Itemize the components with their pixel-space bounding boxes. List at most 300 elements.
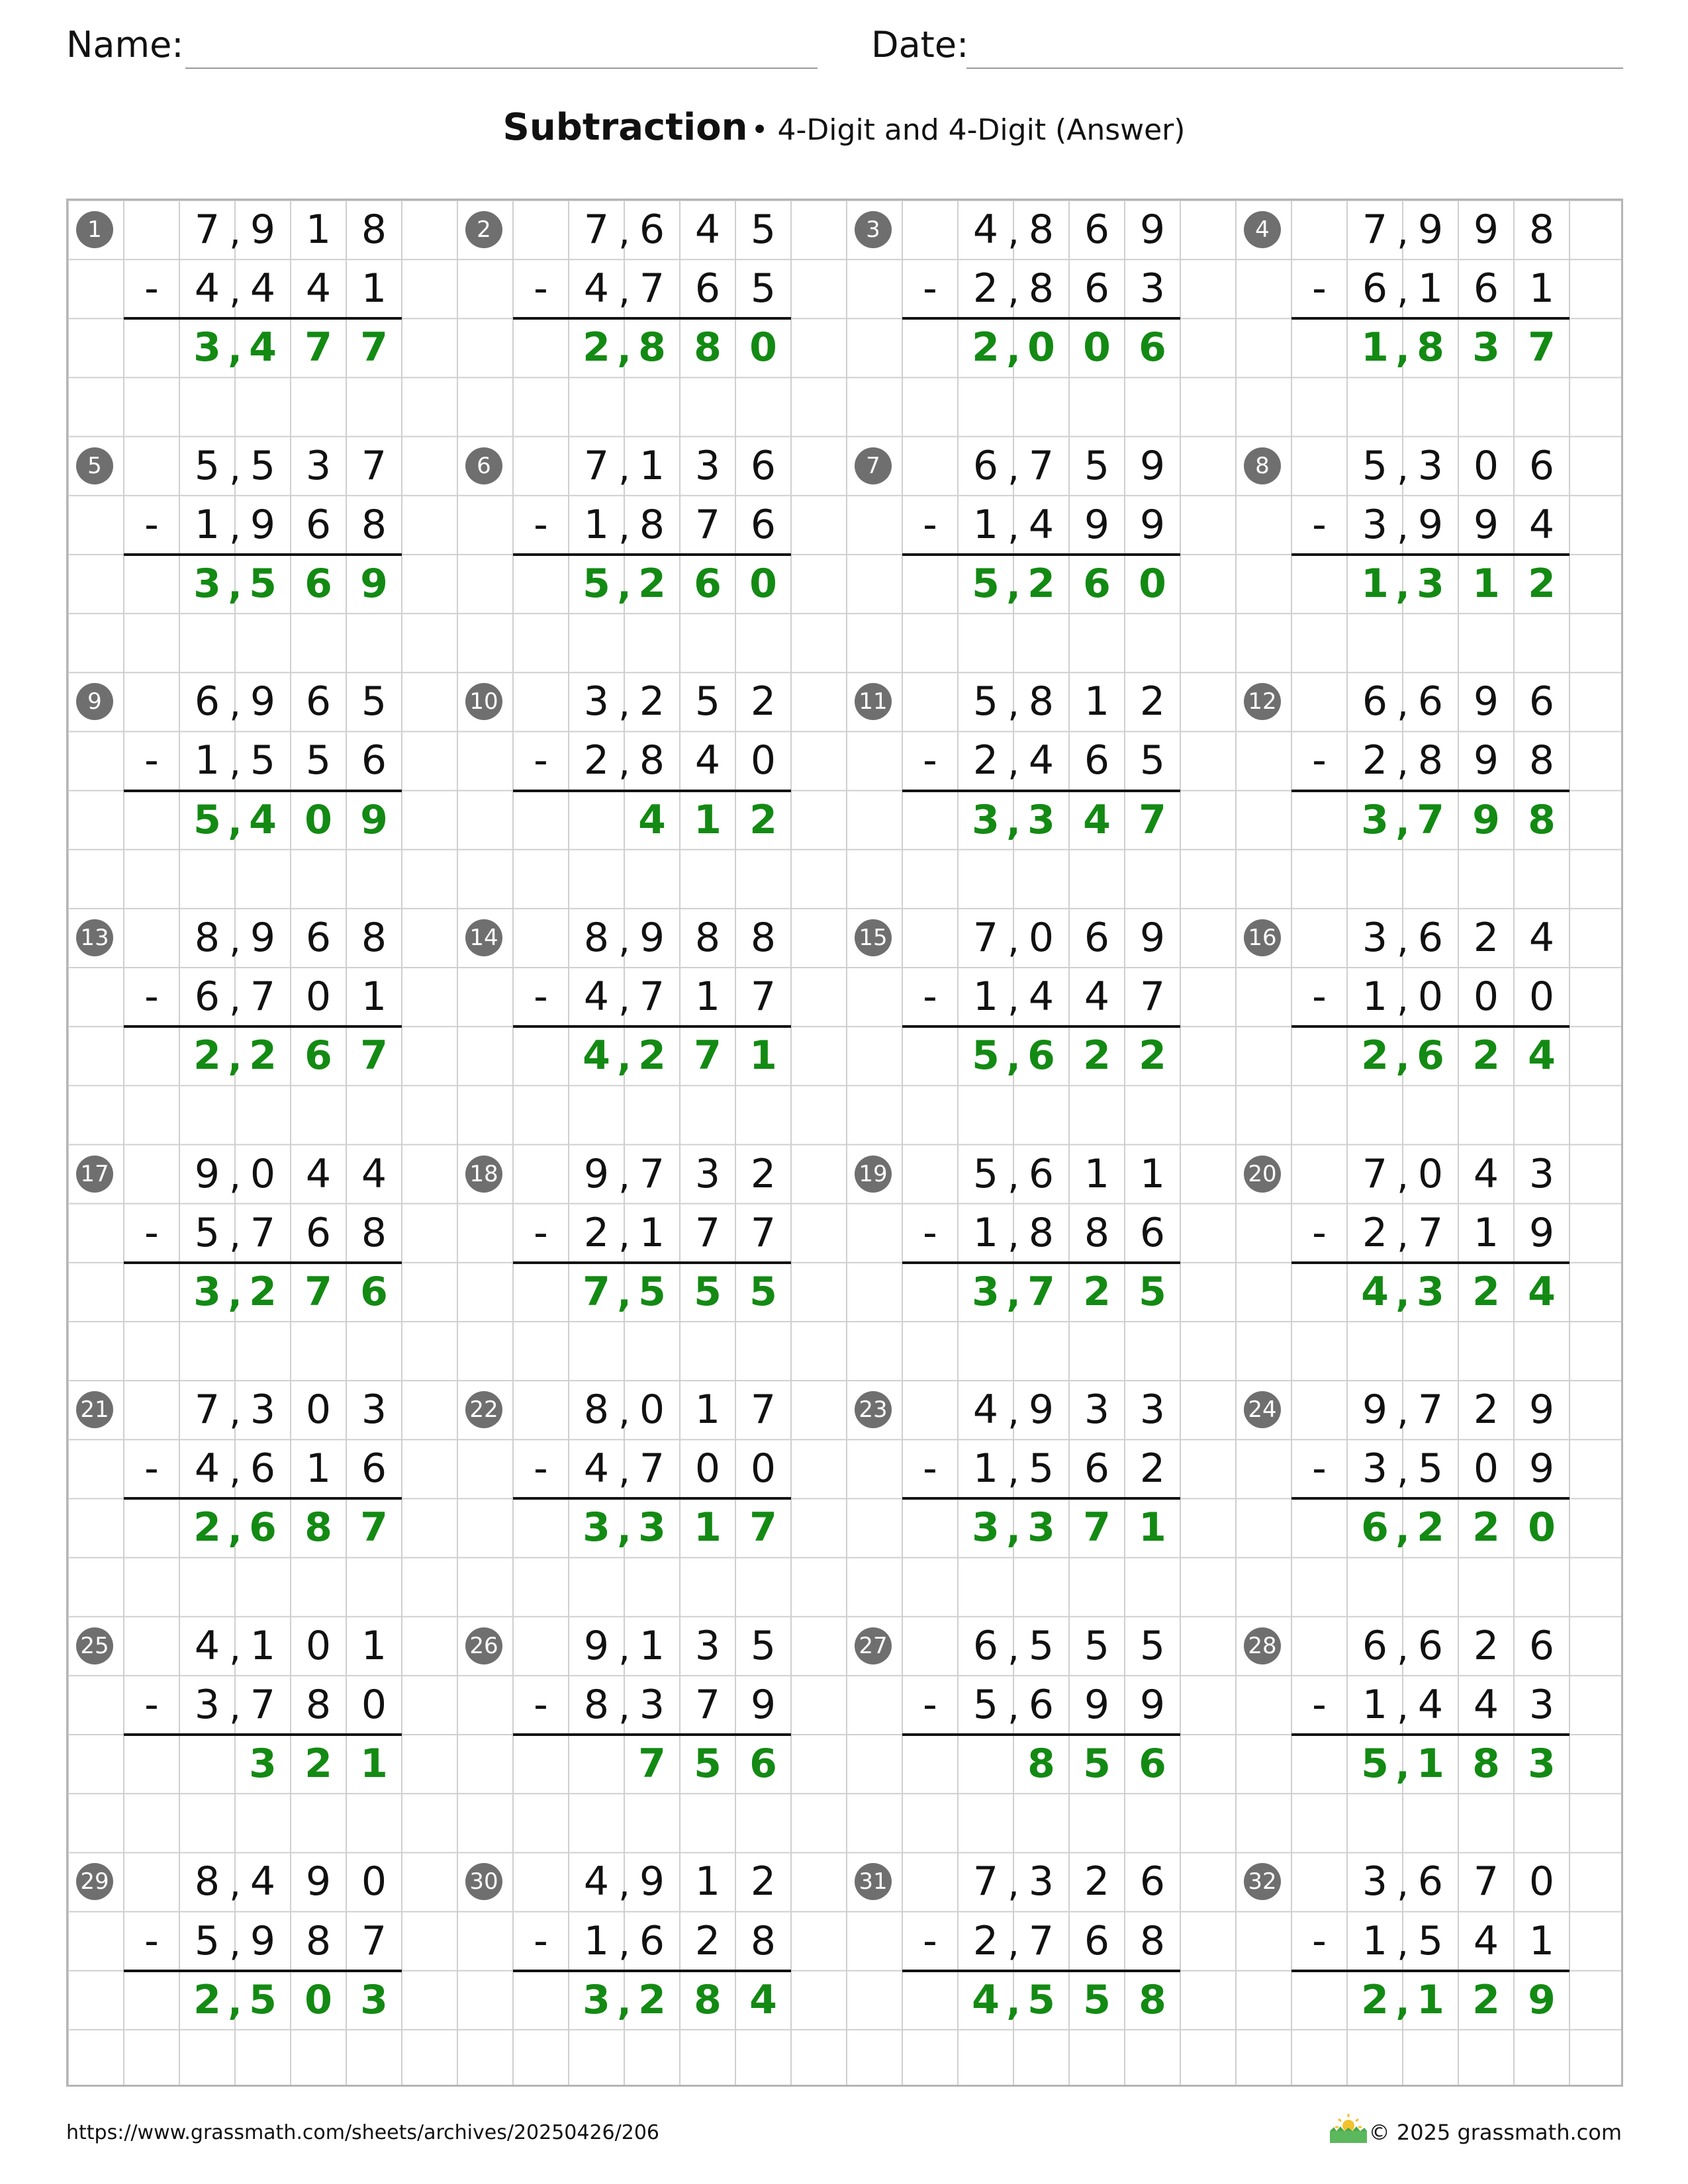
minuend-digit: 9 — [1139, 914, 1166, 961]
subtrahend-digit: 0 — [750, 1445, 776, 1492]
answer-comma: , — [1006, 1036, 1021, 1080]
problem-number-badge: 8 — [1244, 447, 1281, 484]
answer-digit: 8 — [1472, 1741, 1500, 1788]
subtrahend-digit: 8 — [1028, 265, 1055, 312]
problem-number-badge: 11 — [855, 683, 892, 720]
answer-digit: 2 — [1083, 1268, 1111, 1315]
subtrahend-comma: , — [229, 505, 241, 549]
answer-digit: 9 — [360, 560, 388, 607]
minus-sign: - — [144, 501, 159, 548]
minuend-digit: 6 — [1417, 914, 1444, 961]
answer-digit: 4 — [249, 796, 277, 843]
minuend-digit: 8 — [583, 1387, 610, 1433]
subtrahend-digit: 8 — [1084, 1209, 1110, 1256]
answer-digit: 7 — [749, 1504, 777, 1551]
answer-digit: 2 — [1361, 1976, 1389, 2023]
subtrahend-digit: 5 — [750, 265, 776, 312]
answer-digit: 8 — [1027, 1741, 1055, 1788]
answer-digit: 2 — [193, 1032, 221, 1079]
problem-number-badge: 21 — [76, 1391, 113, 1428]
minuend-digit: 4 — [972, 206, 999, 253]
minuend-digit: 9 — [1139, 206, 1166, 253]
subtrahend-digit: 8 — [305, 1917, 332, 1964]
minus-sign: - — [923, 1445, 937, 1492]
minuend-digit: 3 — [1362, 914, 1388, 961]
answer-digit: 6 — [1139, 324, 1166, 371]
minuend-digit: 5 — [1139, 1622, 1166, 1669]
minuend-digit: 6 — [1084, 206, 1110, 253]
minuend-digit: 3 — [305, 442, 332, 489]
subtrahend-comma: , — [618, 269, 630, 313]
subtrahend-digit: 5 — [194, 1209, 220, 1256]
problem-9 — [68, 672, 457, 909]
subtrahend-comma: , — [1008, 505, 1019, 549]
minuend-comma: , — [618, 1862, 630, 1906]
subtrahend-digit: 9 — [750, 1681, 776, 1728]
answer-comma: , — [1006, 800, 1021, 844]
answer-digit: 5 — [1361, 1741, 1389, 1788]
answer-digit: 4 — [249, 324, 277, 371]
title-subtitle: • 4-Digit and 4-Digit (Answer) — [751, 113, 1186, 147]
date-label: Date: — [871, 24, 969, 66]
minuend-digit: 5 — [194, 442, 220, 489]
subtrahend-digit: 0 — [1528, 974, 1555, 1021]
subtrahend-digit: 6 — [1084, 1445, 1110, 1492]
minuend-digit: 3 — [694, 442, 721, 489]
minus-sign: - — [534, 501, 548, 548]
problem-number-badge: 5 — [76, 447, 113, 484]
answer-digit: 4 — [583, 1032, 610, 1079]
answer-digit: 8 — [1528, 796, 1556, 843]
subtrahend-digit: 6 — [1084, 265, 1110, 312]
subtrahend-digit: 7 — [250, 1209, 276, 1256]
answer-comma: , — [1006, 328, 1021, 372]
minuend-digit: 6 — [639, 206, 665, 253]
subtrahend-comma: , — [1008, 1213, 1019, 1257]
minuend-digit: 9 — [305, 1858, 332, 1905]
footer-copyright: © 2025 grassmath.com — [1368, 2120, 1622, 2145]
minus-sign: - — [144, 1681, 159, 1728]
answer-digit: 5 — [694, 1268, 722, 1315]
answer-digit: 2 — [1472, 1976, 1500, 2023]
subtrahend-digit: 2 — [694, 1917, 721, 1964]
minuend-digit: 6 — [1028, 1150, 1055, 1197]
subtrahend-comma: , — [618, 505, 630, 549]
problem-number-badge: 4 — [1244, 211, 1281, 248]
minuend-digit: 3 — [583, 678, 610, 725]
minuend-comma: , — [1008, 446, 1019, 490]
minuend-digit: 9 — [1028, 1387, 1055, 1433]
answer-comma: , — [228, 1036, 242, 1080]
answer-digit: 4 — [1083, 796, 1111, 843]
minus-sign: - — [923, 1917, 937, 1964]
answer-digit: 7 — [694, 1032, 722, 1079]
minus-sign: - — [144, 737, 159, 784]
subtrahend-digit: 6 — [1084, 1917, 1110, 1964]
answer-digit: 5 — [249, 1976, 277, 2023]
answer-digit: 8 — [1139, 1976, 1166, 2023]
problem-7 — [847, 437, 1236, 673]
minuend-digit: 3 — [361, 1387, 387, 1433]
minuend-comma: , — [229, 1626, 241, 1670]
subtrahend-digit: 4 — [194, 265, 220, 312]
subtrahend-comma: , — [229, 1685, 241, 1729]
minuend-digit: 7 — [1362, 206, 1388, 253]
minuend-digit: 7 — [1473, 1858, 1499, 1905]
minuend-digit: 5 — [972, 1150, 999, 1197]
subtrahend-digit: 5 — [1028, 1445, 1055, 1492]
answer-digit: 3 — [1472, 324, 1500, 371]
subtrahend-digit: 4 — [1028, 974, 1055, 1021]
subtrahend-digit: 0 — [1473, 1445, 1499, 1492]
minuend-comma: , — [1008, 210, 1019, 253]
answer-comma: , — [617, 1036, 632, 1080]
minuend-digit: 4 — [1528, 914, 1555, 961]
subtrahend-digit: 9 — [1139, 1681, 1166, 1728]
subtrahend-digit: 8 — [1528, 737, 1555, 784]
minuend-digit: 1 — [1084, 678, 1110, 725]
subtrahend-digit: 8 — [305, 1681, 332, 1728]
answer-digit: 4 — [749, 1976, 777, 2023]
answer-digit: 3 — [193, 560, 221, 607]
answer-digit: 2 — [1361, 1032, 1389, 1079]
subtrahend-digit: 7 — [1028, 1917, 1055, 1964]
minus-sign: - — [144, 1917, 159, 1964]
problem-10 — [457, 672, 847, 909]
subtrahend-comma: , — [1008, 1921, 1019, 1965]
subtrahend-digit: 6 — [750, 501, 776, 548]
minuend-digit: 8 — [750, 914, 776, 961]
answer-digit: 3 — [583, 1976, 610, 2023]
minuend-digit: 6 — [1362, 678, 1388, 725]
problem-number-badge: 18 — [465, 1156, 502, 1193]
subtrahend-digit: 9 — [1528, 1445, 1555, 1492]
minuend-digit: 1 — [1084, 1150, 1110, 1197]
minuend-digit: 7 — [750, 1387, 776, 1433]
minus-sign: - — [1312, 1917, 1327, 1964]
subtrahend-digit: 1 — [972, 974, 999, 1021]
minuend-digit: 6 — [1139, 1858, 1166, 1905]
answer-digit: 2 — [193, 1976, 221, 2023]
minuend-digit: 9 — [250, 206, 276, 253]
minuend-digit: 5 — [1028, 1622, 1055, 1669]
answer-digit: 1 — [1361, 324, 1389, 371]
answer-digit: 2 — [1528, 560, 1556, 607]
minuend-digit: 1 — [639, 1622, 665, 1669]
answer-digit: 4 — [1361, 1268, 1389, 1315]
answer-comma: , — [1395, 1036, 1410, 1080]
subtrahend-digit: 3 — [1362, 1445, 1388, 1492]
problem-32 — [1236, 1852, 1625, 2089]
minuend-digit: 1 — [305, 206, 332, 253]
minus-sign: - — [144, 1209, 159, 1256]
subtrahend-comma: , — [618, 1685, 630, 1729]
minuend-comma: , — [229, 210, 241, 253]
subtrahend-digit: 1 — [639, 1209, 665, 1256]
subtrahend-digit: 1 — [1362, 1917, 1388, 1964]
date-line[interactable] — [966, 68, 1623, 69]
answer-digit: 8 — [305, 1504, 332, 1551]
minuend-digit: 6 — [305, 914, 332, 961]
problem-number-badge: 16 — [1244, 919, 1281, 956]
minuend-digit: 9 — [1473, 678, 1499, 725]
subtrahend-digit: 4 — [583, 265, 610, 312]
answer-digit: 0 — [1027, 324, 1055, 371]
minuend-digit: 0 — [361, 1858, 387, 1905]
minuend-digit: 9 — [1473, 206, 1499, 253]
subtrahend-comma: , — [1008, 741, 1019, 785]
problem-number-badge: 20 — [1244, 1156, 1281, 1193]
subtrahend-digit: 6 — [305, 1209, 332, 1256]
minus-sign: - — [1312, 265, 1327, 312]
answer-comma: , — [617, 564, 632, 608]
minuend-digit: 7 — [1362, 1150, 1388, 1197]
minuend-digit: 2 — [1139, 678, 1166, 725]
minuend-digit: 5 — [1362, 442, 1388, 489]
problem-number-badge: 25 — [76, 1627, 113, 1664]
problem-number-badge: 15 — [855, 919, 892, 956]
minuend-digit: 2 — [1473, 1387, 1499, 1433]
answer-comma: , — [617, 1508, 632, 1552]
minuend-digit: 7 — [972, 1858, 999, 1905]
minuend-digit: 3 — [250, 1387, 276, 1433]
minuend-digit: 7 — [583, 206, 610, 253]
grassmath-logo-icon — [1327, 2110, 1370, 2146]
answer-digit: 1 — [749, 1032, 777, 1079]
subtrahend-comma: , — [618, 741, 630, 785]
minus-sign: - — [144, 1445, 159, 1492]
minuend-digit: 9 — [250, 914, 276, 961]
minus-sign: - — [534, 737, 548, 784]
subtrahend-digit: 4 — [1528, 501, 1555, 548]
answer-digit: 4 — [638, 796, 666, 843]
answer-digit: 2 — [972, 324, 1000, 371]
minus-sign: - — [923, 1681, 937, 1728]
minuend-digit: 4 — [305, 1150, 332, 1197]
minuend-digit: 6 — [1528, 442, 1555, 489]
answer-digit: 5 — [749, 1268, 777, 1315]
minus-sign: - — [923, 265, 937, 312]
problem-number-badge: 27 — [855, 1627, 892, 1664]
minuend-digit: 5 — [250, 442, 276, 489]
subtrahend-digit: 1 — [305, 1445, 332, 1492]
minuend-digit: 9 — [1139, 442, 1166, 489]
subtrahend-digit: 4 — [1028, 737, 1055, 784]
problem-1 — [68, 201, 457, 437]
answer-digit: 7 — [360, 324, 388, 371]
subtrahend-comma: , — [229, 1213, 241, 1257]
minuend-digit: 9 — [1362, 1387, 1388, 1433]
answer-digit: 3 — [638, 1504, 666, 1551]
subtrahend-digit: 2 — [972, 1917, 999, 1964]
answer-digit: 7 — [1417, 796, 1444, 843]
minuend-comma: , — [1008, 682, 1019, 726]
minuend-digit: 6 — [1417, 678, 1444, 725]
subtrahend-digit: 6 — [194, 974, 220, 1021]
subtrahend-digit: 7 — [361, 1917, 387, 1964]
minuend-digit: 3 — [1528, 1150, 1555, 1197]
minuend-comma: , — [1008, 918, 1019, 962]
answer-digit: 5 — [694, 1741, 722, 1788]
footer-url: https://www.grassmath.com/sheets/archives/20250426/206 — [66, 2121, 660, 2144]
minuend-digit: 9 — [194, 1150, 220, 1197]
answer-digit: 3 — [193, 324, 221, 371]
minuend-digit: 4 — [250, 1858, 276, 1905]
minuend-digit: 8 — [1028, 678, 1055, 725]
subtrahend-digit: 8 — [361, 501, 387, 548]
answer-digit: 2 — [1027, 560, 1055, 607]
subtrahend-comma: , — [1008, 978, 1019, 1021]
minuend-digit: 5 — [750, 1622, 776, 1669]
minus-sign: - — [1312, 1445, 1327, 1492]
minus-sign: - — [923, 501, 937, 548]
problem-21 — [68, 1381, 457, 1617]
minuend-digit: 2 — [639, 678, 665, 725]
answer-digit: 1 — [1472, 560, 1500, 607]
subtrahend-digit: 7 — [639, 974, 665, 1021]
answer-digit: 2 — [749, 796, 777, 843]
answer-digit: 7 — [360, 1032, 388, 1079]
answer-digit: 2 — [193, 1504, 221, 1551]
problem-number-badge: 1 — [76, 211, 113, 248]
answer-digit: 6 — [694, 560, 722, 607]
problem-18 — [457, 1145, 847, 1381]
problem-25 — [68, 1617, 457, 1853]
subtrahend-digit: 7 — [639, 265, 665, 312]
subtrahend-digit: 1 — [583, 501, 610, 548]
minuend-digit: 2 — [750, 678, 776, 725]
problem-number-badge: 31 — [855, 1863, 892, 1900]
problem-number-badge: 13 — [76, 919, 113, 956]
answer-comma: , — [617, 1272, 632, 1316]
problem-number-badge: 22 — [465, 1391, 502, 1428]
minuend-digit: 3 — [1028, 1858, 1055, 1905]
subtrahend-digit: 8 — [639, 737, 665, 784]
minuend-comma: , — [229, 682, 241, 726]
answer-digit: 5 — [1139, 1268, 1166, 1315]
answer-digit: 3 — [1027, 1504, 1055, 1551]
minuend-digit: 7 — [972, 914, 999, 961]
subtrahend-digit: 9 — [1417, 501, 1444, 548]
minuend-digit: 9 — [639, 914, 665, 961]
subtrahend-digit: 2 — [1362, 737, 1388, 784]
answer-digit: 9 — [360, 796, 388, 843]
subtrahend-digit: 1 — [972, 501, 999, 548]
subtrahend-comma: , — [229, 1449, 241, 1493]
answer-digit: 0 — [305, 1976, 332, 2023]
answer-digit: 3 — [360, 1976, 388, 2023]
subtrahend-comma: , — [1397, 1685, 1409, 1729]
problem-11 — [847, 672, 1236, 909]
answer-digit: 3 — [583, 1504, 610, 1551]
answer-digit: 2 — [249, 1032, 277, 1079]
answer-digit: 3 — [193, 1268, 221, 1315]
subtrahend-comma: , — [1397, 505, 1409, 549]
subtrahend-digit: 4 — [694, 737, 721, 784]
minuend-comma: , — [618, 210, 630, 253]
minuend-comma: , — [1397, 210, 1409, 253]
subtrahend-digit: 1 — [1528, 265, 1555, 312]
subtrahend-digit: 6 — [361, 1445, 387, 1492]
subtrahend-digit: 4 — [1417, 1681, 1444, 1728]
subtrahend-digit: 0 — [694, 1445, 721, 1492]
problem-16 — [1236, 909, 1625, 1145]
subtrahend-digit: 1 — [583, 1917, 610, 1964]
answer-digit: 2 — [1472, 1032, 1500, 1079]
minuend-digit: 1 — [361, 1622, 387, 1669]
subtrahend-digit: 6 — [305, 501, 332, 548]
minuend-digit: 7 — [1028, 442, 1055, 489]
problem-15 — [847, 909, 1236, 1145]
answer-digit: 5 — [972, 560, 1000, 607]
subtrahend-comma: , — [618, 978, 630, 1021]
minuend-digit: 4 — [1473, 1150, 1499, 1197]
subtrahend-digit: 4 — [583, 1445, 610, 1492]
answer-digit: 0 — [749, 324, 777, 371]
minuend-digit: 9 — [583, 1150, 610, 1197]
answer-digit: 6 — [249, 1504, 277, 1551]
subtrahend-comma: , — [1397, 978, 1409, 1021]
subtrahend-comma: , — [229, 1921, 241, 1965]
answer-comma: , — [1395, 1272, 1410, 1316]
problem-30 — [457, 1852, 847, 2089]
answer-digit: 7 — [1139, 796, 1166, 843]
answer-digit: 8 — [694, 324, 722, 371]
answer-digit: 0 — [1139, 560, 1166, 607]
subtrahend-digit: 4 — [1473, 1681, 1499, 1728]
subtrahend-digit: 5 — [1417, 1917, 1444, 1964]
answer-digit: 6 — [305, 1032, 332, 1079]
minuend-comma: , — [229, 1154, 241, 1198]
answer-digit: 3 — [1417, 560, 1444, 607]
minuend-digit: 0 — [305, 1622, 332, 1669]
problem-3 — [847, 201, 1236, 437]
minus-sign: - — [144, 974, 159, 1021]
minuend-comma: , — [229, 1862, 241, 1906]
subtrahend-digit: 4 — [250, 265, 276, 312]
answer-comma: , — [1006, 1508, 1021, 1552]
answer-digit: 6 — [1027, 1032, 1055, 1079]
name-line[interactable] — [185, 68, 818, 69]
subtrahend-digit: 1 — [361, 265, 387, 312]
subtrahend-digit: 1 — [1362, 1681, 1388, 1728]
minuend-digit: 4 — [361, 1150, 387, 1197]
problem-number-badge: 12 — [1244, 683, 1281, 720]
subtrahend-digit: 7 — [250, 974, 276, 1021]
subtrahend-comma: , — [229, 269, 241, 313]
answer-digit: 3 — [1417, 1268, 1444, 1315]
problem-12 — [1236, 672, 1625, 909]
minuend-digit: 5 — [361, 678, 387, 725]
minuend-digit: 2 — [1084, 1858, 1110, 1905]
minuend-digit: 0 — [1528, 1858, 1555, 1905]
problem-5 — [68, 437, 457, 673]
subtrahend-digit: 0 — [1473, 974, 1499, 1021]
answer-digit: 3 — [1528, 1741, 1556, 1788]
minuend-comma: , — [1397, 682, 1409, 726]
minuend-digit: 9 — [250, 678, 276, 725]
subtrahend-digit: 1 — [361, 974, 387, 1021]
subtrahend-digit: 0 — [1417, 974, 1444, 1021]
subtrahend-digit: 6 — [1362, 265, 1388, 312]
minuend-digit: 3 — [694, 1622, 721, 1669]
subtrahend-digit: 8 — [583, 1681, 610, 1728]
problem-number-badge: 2 — [465, 211, 502, 248]
problem-23 — [847, 1381, 1236, 1617]
minuend-digit: 6 — [1084, 914, 1110, 961]
answer-digit: 1 — [694, 1504, 722, 1551]
problem-14 — [457, 909, 847, 1145]
